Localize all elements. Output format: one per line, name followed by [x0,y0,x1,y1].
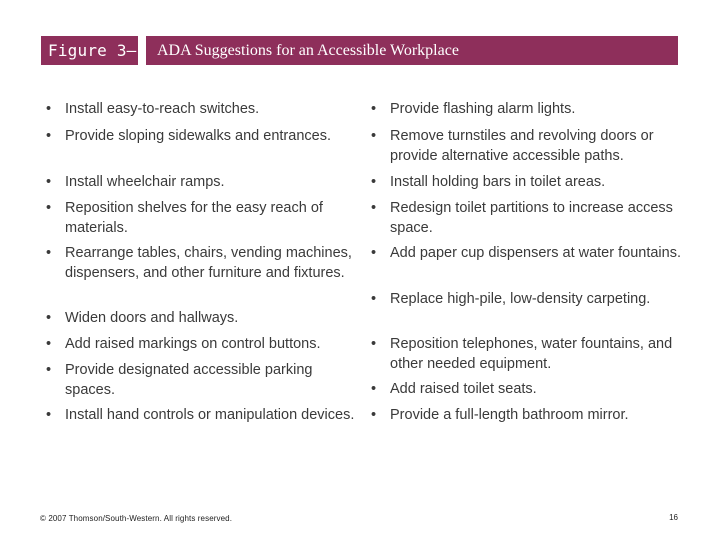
list-item-text: Replace high-pile, low-density carpeting. [390,291,651,307]
list-item [367,198,687,238]
bullet-icon: • [46,336,52,352]
list-item-text: Provide a full-length bathroom mirror. [390,407,629,423]
list-item [42,198,357,238]
copyright-notice: © 2007 Thomson/South-Western. All rights reserved. [40,514,233,523]
list-item [42,172,357,192]
list-item [367,289,687,309]
bullet-icon: • [371,336,377,352]
list-item-text: Install easy-to-reach switches. [65,101,260,117]
page-number: 16 [669,513,678,522]
bullet-icon: • [371,128,377,144]
list-item [367,379,687,399]
list-item-text: Add paper cup dispensers at water fountains. [390,245,681,261]
list-item [42,308,357,328]
bullet-icon: • [371,245,377,261]
list-item [367,99,687,119]
bullet-icon: • [46,128,52,144]
list-item-text: Rearrange tables, chairs, vending machines, dispensers, and other furniture and fixtures. [65,245,352,281]
bullet-icon: • [46,101,52,117]
list-item-text: Provide flashing alarm lights. [390,101,576,117]
bullet-icon: • [46,174,52,190]
bullet-icon: • [46,310,52,326]
list-item-text: Install holding bars in toilet areas. [390,174,606,190]
list-item-text: Add raised toilet seats. [390,381,537,397]
list-item [367,405,687,425]
list-item [42,99,357,119]
bullet-icon: • [371,291,377,307]
list-item [42,126,357,146]
bullet-icon: • [371,381,377,397]
figure-title: ADA Suggestions for an Accessible Workplace [146,36,678,65]
list-item [367,172,687,192]
bullet-icon: • [371,200,377,216]
bullet-icon: • [371,101,377,117]
list-item [42,243,357,283]
list-item [42,334,357,354]
list-item [42,405,357,425]
list-item-text: Widen doors and hallways. [65,310,239,326]
list-item [367,243,687,263]
list-item-text: Provide sloping sidewalks and entrances. [65,128,331,144]
list-item-text: Install wheelchair ramps. [65,174,225,190]
list-item [367,334,687,374]
bullet-icon: • [371,174,377,190]
list-item-text: Reposition shelves for the easy reach of materials. [65,200,323,236]
list-item-text: Install hand controls or manipulation devices. [65,407,355,423]
list-item [42,360,357,400]
bullet-icon: • [46,245,52,261]
bullet-icon: • [371,407,377,423]
list-item-text: Provide designated accessible parking spaces. [65,362,313,398]
list-item-text: Redesign toilet partitions to increase access space. [390,200,673,236]
figure-header [41,36,678,89]
list-item-text: Remove turnstiles and revolving doors or provide alternative accessible paths. [390,128,654,164]
bullet-icon: • [46,407,52,423]
list-item [367,126,687,166]
list-item-text: Add raised markings on control buttons. [65,336,321,352]
bullet-icon: • [46,200,52,216]
bullet-icon: • [46,362,52,378]
list-item-text: Reposition telephones, water fountains, and other needed equipment. [390,336,673,372]
figure-label: Figure 3–2 [41,36,138,65]
